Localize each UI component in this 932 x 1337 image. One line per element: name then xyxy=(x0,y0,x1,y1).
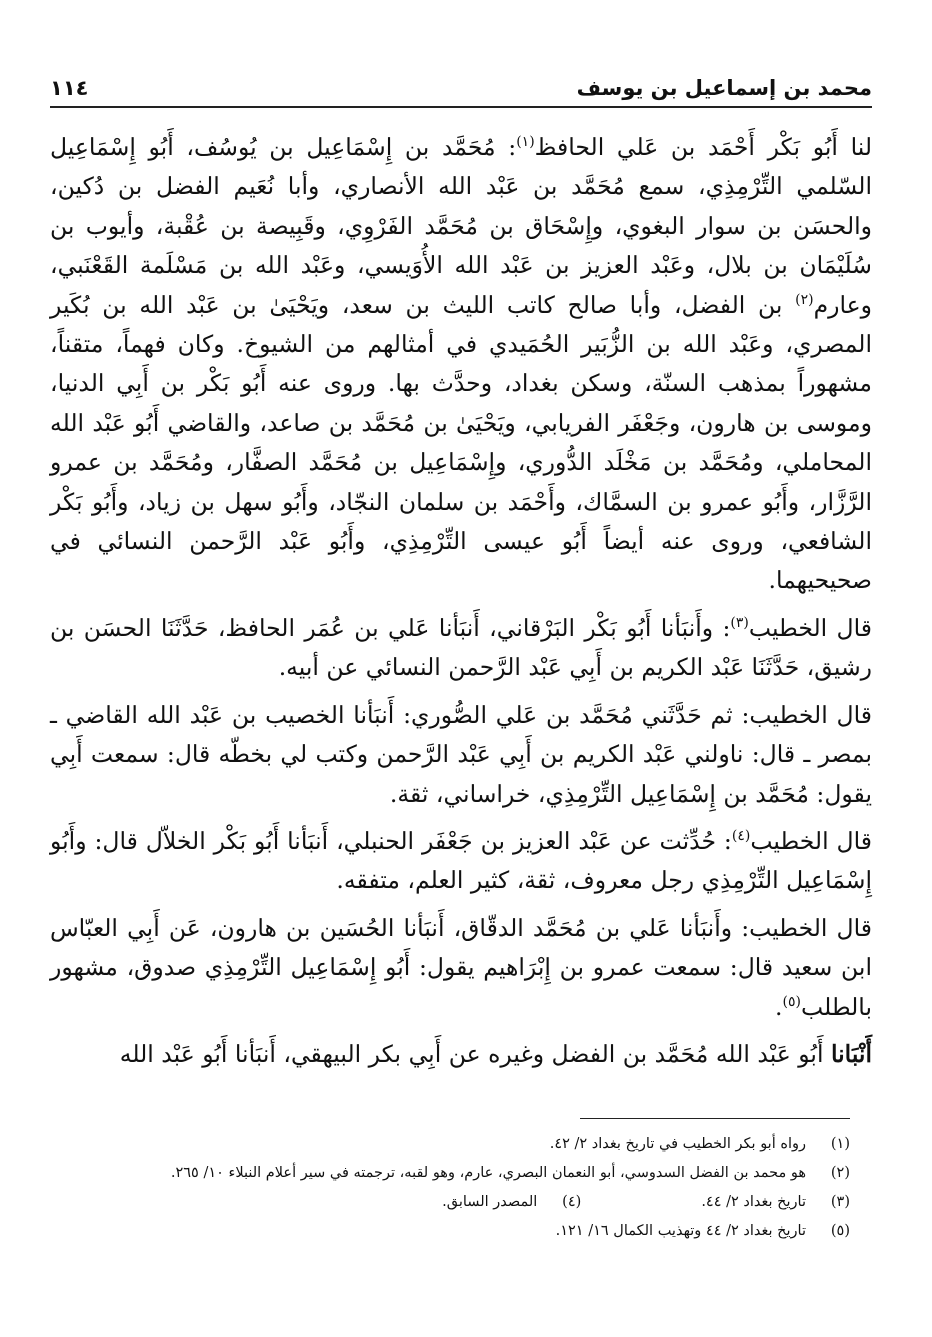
footnote xyxy=(50,1159,850,1188)
paragraph xyxy=(50,822,872,901)
footnote-marker[interactable]: (٣) xyxy=(730,615,749,632)
text-segment: بن الفضل، وأبا صالح كاتب الليث بن سعد، ويَحْيَىٰ بن عَبْد الله بن بُكَير المصري، وعَبْد الله بن الزُّبَير الحُمَيدي في أمثالهم من الشيوخ. وكان فهماً، متقناً، مشهوراً بمذهب السنّة، وسكن بغداد، وحدَّث بها. وروى عنه أَبُو بَكْر بن أَبِي الدنيا، وموسى بن هارون، وجَعْفَر الفريابي، ويَحْيَىٰ بن مُحَمَّد بن صاعد، والقاضي أَبُو عَبْد الله المحاملي، ومُحَمَّد بن مَخْلَد الدُّوري، وإِسْمَاعِيل بن مُحَمَّد الصفَّار، ومُحَمَّد بن عمرو الرَّزَّار، وأَبُو عمرو بن السمَّاك، وأَحْمَد بن سلمان النجّاد، وأَبُو سهل بن زياد، وأَبُو بَكْر الشافعي، وروى عنه أيضاً أَبُو عيسى التِّرْمِذِي، وأَبُو عَبْد الرَّحمن النسائي في صحيحيهما. xyxy=(50,290,872,595)
text-segment: : حُدِّثت عن عَبْد العزيز بن جَعْفَر الحنبلي، أَنبَأنا أَبُو بَكْر الخلاّل قال: وأَبُو إِسْمَاعِيل التِّرْمِذِي رجل معروف، ثقة، كثير العلم، متفقه. xyxy=(50,826,872,895)
paragraph xyxy=(50,609,872,688)
page-header xyxy=(50,60,872,108)
footnote-number: (٣) xyxy=(830,1194,850,1210)
main-text xyxy=(50,128,872,1082)
paragraph xyxy=(50,1035,872,1074)
paragraph xyxy=(50,909,872,1027)
footnote-number: (٤) xyxy=(562,1194,582,1210)
footnote-divider xyxy=(580,1118,850,1119)
running-title: محمد بن إسماعيل بن يوسف xyxy=(576,76,872,100)
footnote-text: تاريخ بغداد ٢/ ٤٤ وتهذيب الكمال ١٦/ ١٢١. xyxy=(555,1223,806,1239)
footnote-marker[interactable]: (٢) xyxy=(795,291,814,308)
footnote-text: رواه أبو بكر الخطيب في تاريخ بغداد ٢/ ٤٢. xyxy=(549,1136,806,1152)
footnote xyxy=(50,1217,850,1246)
footnote-text: تاريخ بغداد ٢/ ٤٤. xyxy=(701,1194,806,1210)
text-segment: : مُحَمَّد بن إِسْمَاعِيل بن يُوسُف، أَبُو إِسْمَاعِيل السّلمي التِّرْمِذِي، سمع مُحَمَّد بن عَبْد الله الأنصاري، وأبا نُعَيم الفضل بن دُكين، والحسَن بن سوار البغوي، وإِسْحَاق بن مُحَمَّد الفَرْوِي، وقَبِيصة بن عُقْبة، وأيوب بن سُلَيْمَان بن بلال، وعَبْد العزيز بن عَبْد الله الأُوَيسي، وعَبْد الله بن مَسْلَمة القَعْنَبي، وعارم xyxy=(50,133,872,319)
text-segment: : وأَنبَأنا أَبُو بَكْر البَرْقاني، أَنبَأنا عَلي بن عُمَر الحافظ، حَدَّثَنَا الحسَن بن رشيق، حَدَّثَنَا عَبْد الكريم بن أَبِي عَبْد الرَّحمن النسائي عن أبيه. xyxy=(50,613,872,682)
footnote-text: هو محمد بن الفضل السدوسي، أبو النعمان البصري، عارم، وهو لقبه، ترجمته في سير أعلام النبلاء ١٠/ ٢٦٥. xyxy=(170,1165,806,1181)
text-segment: قال الخطيب: وأَنبَأنا عَلي بن مُحَمَّد الدقّاق، أَنبَأنا الحُسَين بن هارون، عَن أَبِي العبّاس ابن سعيد قال: سمعت عمرو بن إِبْرَاهيم يقول: أَبُو إِسْمَاعِيل التِّرْمِذِي صدوق، مشهور بالطلب xyxy=(50,913,872,1021)
page-number: ١١٤ xyxy=(50,76,89,100)
footnote-marker[interactable]: (١) xyxy=(516,134,535,151)
footnotes xyxy=(50,1130,850,1246)
text-segment: قال الخطيب: ثم حَدَّثَني مُحَمَّد بن عَلي الصُّوري: أَنبَأنا الخصيب بن عَبْد الله القاضي ـ بمصر ـ قال: ناولني عَبْد الكريم بن أَبِي عَبْد الرَّحمن وكتب لي بخطّه قال: سمعت أَبِي يقول: مُحَمَّد بن إِسْمَاعِيل التِّرْمِذِي، خراساني، ثقة. xyxy=(50,700,872,808)
footnote-text: المصدر السابق. xyxy=(442,1194,538,1210)
text-segment: لنا أَبُو بَكْر أَحْمَد بن عَلي الحافظ xyxy=(534,133,872,161)
footnote-number: (٥) xyxy=(830,1223,850,1239)
paragraph xyxy=(50,128,872,601)
footnote-number: (١) xyxy=(830,1136,850,1152)
footnote-marker[interactable]: (٤) xyxy=(731,828,751,845)
text-segment: قال الخطيب xyxy=(750,826,872,855)
text-segment: أَبُو عَبْد الله مُحَمَّد بن الفضل وغيره عن أَبِي بكر البيهقي، أَنبَأنا أَبُو عَبْد الله xyxy=(119,1039,831,1068)
lead-word: أَنْبَانا xyxy=(830,1039,872,1068)
footnote xyxy=(50,1130,850,1159)
text-segment: . xyxy=(775,992,783,1021)
footnote-marker[interactable]: (٥) xyxy=(782,993,801,1010)
footnote xyxy=(50,1188,850,1217)
text-segment: قال الخطيب xyxy=(748,613,872,642)
footnote-number: (٢) xyxy=(830,1165,850,1181)
paragraph xyxy=(50,696,872,814)
